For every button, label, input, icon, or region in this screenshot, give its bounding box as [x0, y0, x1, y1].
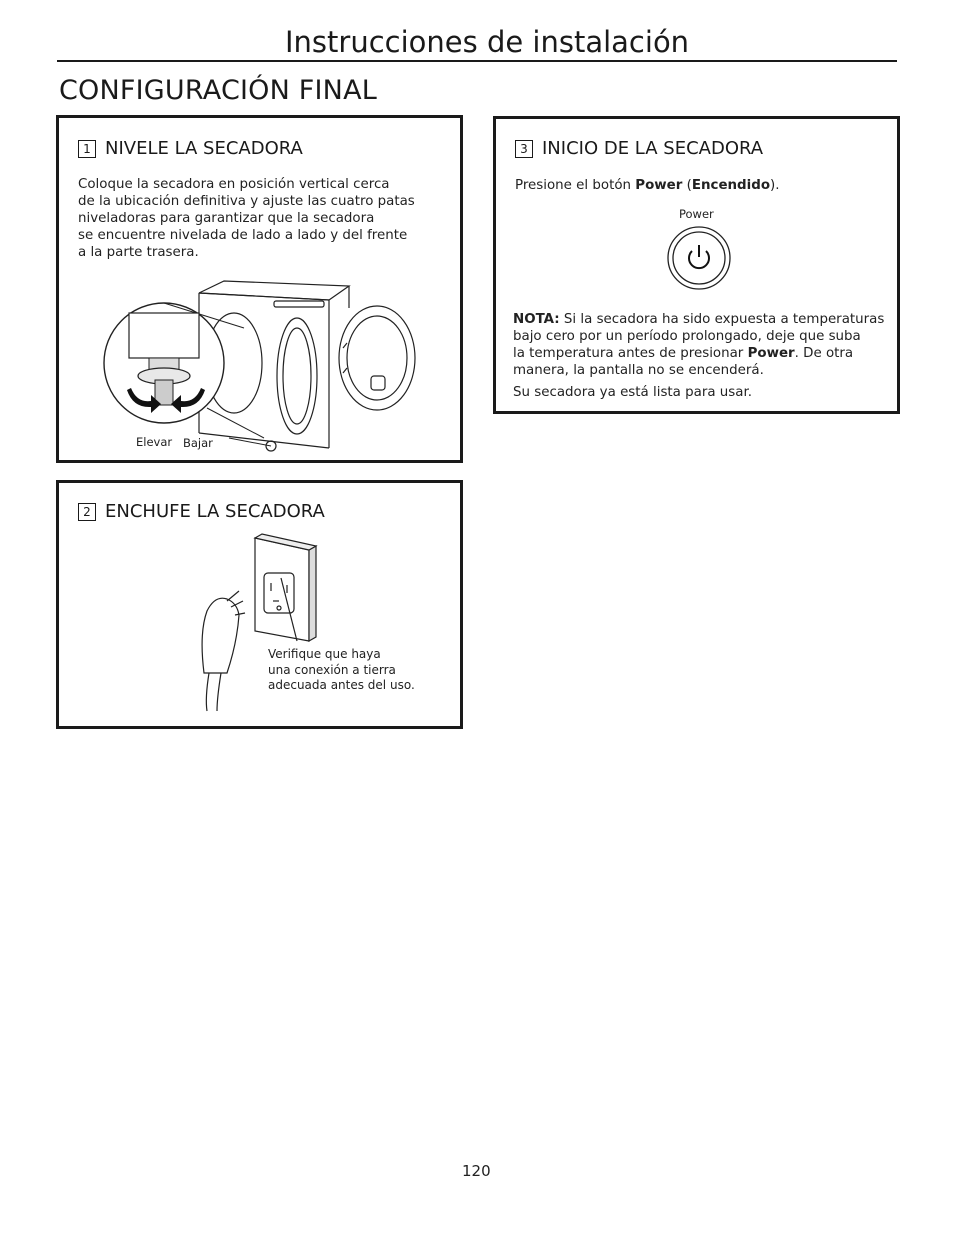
header-rule — [57, 60, 897, 62]
step-2-title: ENCHUFE LA SECADORA — [105, 501, 325, 522]
grounding-note-line: adecuada antes del uso. — [268, 678, 415, 692]
step-3-title: INICIO DE LA SECADORA — [542, 138, 764, 159]
ready-text: Su secadora ya está lista para usar. — [513, 385, 753, 400]
step-1-box — [56, 115, 463, 463]
instruction-power: Power — [635, 178, 683, 193]
note-line-3-prefix: la temperatura antes de presionar — [513, 346, 748, 361]
step-2-number: 2 — [78, 503, 96, 521]
instruction-mid: ( — [682, 178, 692, 193]
outlet-illustration — [59, 483, 466, 732]
section-title: CONFIGURACIÓN FINAL — [59, 75, 377, 106]
step-3-box — [493, 116, 900, 414]
grounding-note — [268, 647, 415, 694]
note-line-3-suffix: . De otra — [794, 346, 854, 361]
step-1-title: NIVELE LA SECADORA — [105, 138, 303, 159]
power-plug — [202, 591, 245, 711]
step-1-line: niveladoras para garantizar que la secadora — [78, 211, 375, 226]
instruction-suffix: ). — [770, 178, 780, 193]
step-3-note — [513, 311, 903, 401]
grounding-note-line: una conexión a tierra — [268, 662, 396, 677]
note-line-3-power: Power — [747, 346, 795, 361]
note-line — [513, 311, 903, 328]
page-header-title: Instrucciones de instalación — [285, 25, 690, 59]
step-1-line: se encuentre nivelada de lado a lado y del frente — [78, 228, 408, 243]
step-1-line: a la parte trasera. — [78, 245, 199, 260]
label-raise: Elevar — [136, 435, 173, 449]
power-button-label: Power — [679, 207, 714, 221]
step-1-line: Coloque la secadora en posición vertical cerca — [78, 177, 390, 192]
note-line — [513, 345, 903, 362]
step-1-number: 1 — [78, 140, 96, 158]
step-3-number: 3 — [515, 140, 533, 158]
zoom-detail — [104, 303, 264, 438]
page-number: 120 — [462, 1162, 491, 1180]
note-line-1: Si la secadora ha sido expuesta a temperaturas — [559, 312, 885, 327]
step-3-instruction — [515, 177, 780, 194]
instruction-prefix: Presione el botón — [515, 178, 636, 193]
dryer-door — [339, 306, 415, 410]
wall-outlet — [255, 534, 316, 641]
note-line-4: manera, la pantalla no se encenderá. — [513, 363, 764, 378]
step-1-line: de la ubicación definitiva y ajuste las cuatro patas — [78, 194, 415, 209]
grounding-note-line: Verifique que haya — [268, 647, 381, 661]
step-3-heading — [515, 138, 763, 159]
instruction-encendido: Encendido — [691, 178, 771, 193]
step-2-box — [56, 480, 463, 729]
power-button-icon — [666, 225, 732, 291]
note-label: NOTA: — [513, 312, 560, 327]
dryer-illustration — [59, 118, 466, 466]
note-line-2: bajo cero por un período prolongado, deje que suba — [513, 329, 861, 344]
label-lower: Bajar — [183, 436, 213, 450]
